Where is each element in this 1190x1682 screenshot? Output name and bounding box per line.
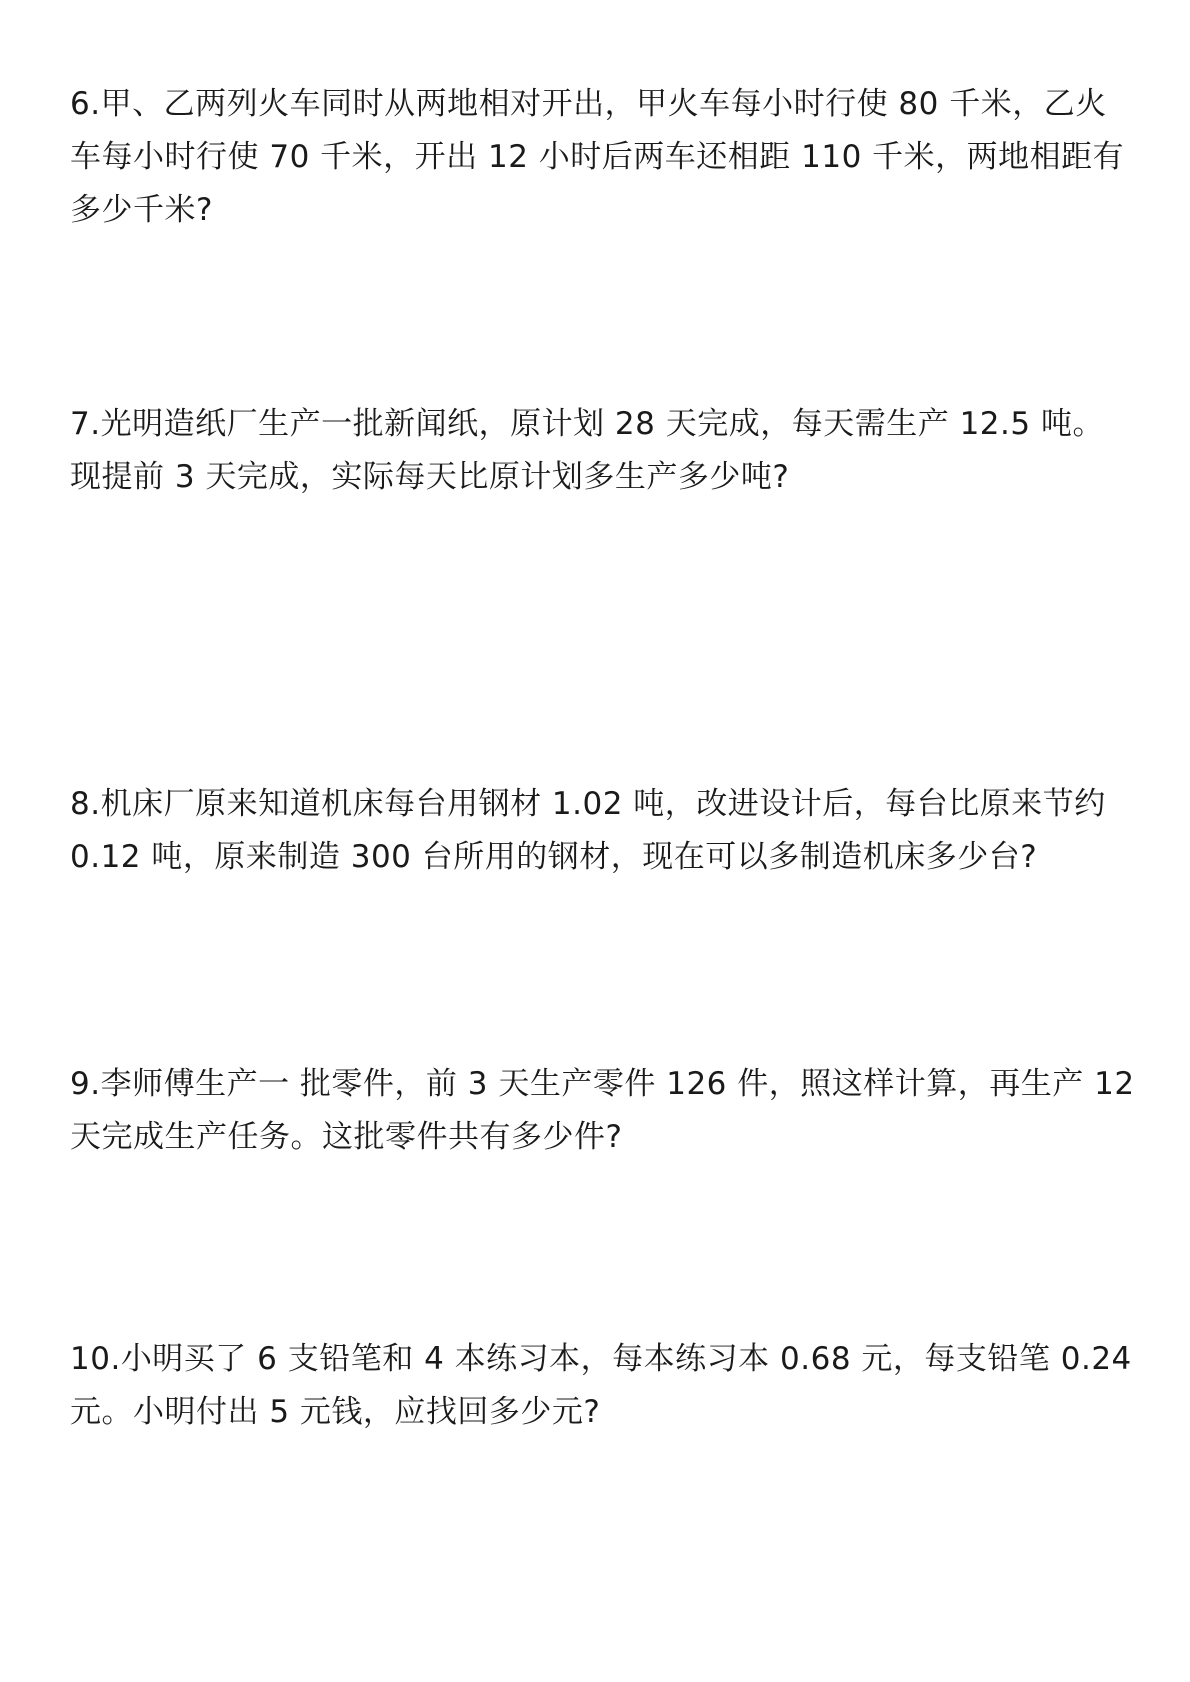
problem-9	[70, 1058, 1135, 1164]
problem-text: 小明买了 6 支铅笔和 4 本练习本，每本练习本 0.68 元，每支铅笔 0.24 元。小明付出 5 元钱，应找回多少元?	[70, 1341, 1132, 1430]
problem-number: 8.	[70, 786, 101, 822]
problem-10	[70, 1333, 1135, 1439]
problem-number: 10.	[70, 1341, 121, 1377]
problem-6	[70, 78, 1135, 237]
problem-text: 李师傅生产一 批零件，前 3 天生产零件 126 件，照这样计算，再生产 12 天完成生产任务。这批零件共有多少件?	[70, 1066, 1135, 1155]
problem-8	[70, 778, 1135, 884]
problem-7	[70, 398, 1135, 504]
problem-text: 机床厂原来知道机床每台用钢材 1.02 吨，改进设计后，每台比原来节约 0.12 吨，原来制造 300 台所用的钢材，现在可以多制造机床多少台?	[70, 786, 1106, 875]
problem-number: 9.	[70, 1066, 101, 1102]
problem-number: 7.	[70, 406, 101, 442]
problem-text: 光明造纸厂生产一批新闻纸，原计划 28 天完成，每天需生产 12.5 吨。现提前 3 天完成，实际每天比原计划多生产多少吨?	[70, 406, 1104, 495]
problem-number: 6.	[70, 86, 101, 122]
problem-text: 甲、乙两列火车同时从两地相对开出，甲火车每小时行使 80 千米，乙火车每小时行使 70 千米，开出 12 小时后两车还相距 110 千米，两地相距有多少千米?	[70, 86, 1125, 228]
